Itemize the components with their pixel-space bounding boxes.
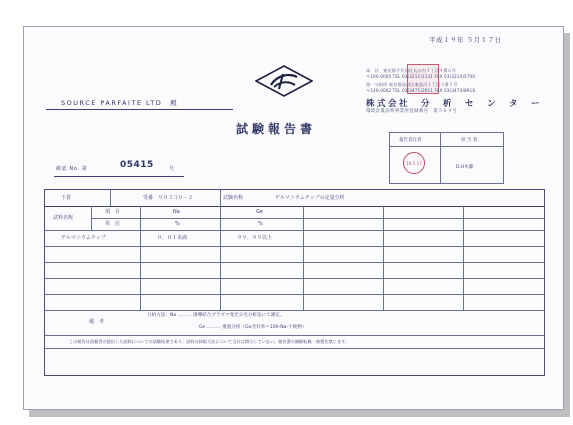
client-underline bbox=[46, 109, 233, 110]
sample-label: 下着 bbox=[61, 195, 72, 201]
registration-number: 環境計量証明事業所登録番号 第５６９号 bbox=[366, 109, 458, 114]
item-na: Na bbox=[173, 209, 180, 215]
company-name: 株式会社 分 析 セ ン タ ー bbox=[366, 99, 543, 109]
remarks-label: 備 考 bbox=[89, 319, 105, 325]
certificate-number: 05415 bbox=[120, 160, 154, 170]
certificate-underline bbox=[54, 176, 184, 177]
approver-label: 報告責任者 bbox=[399, 138, 422, 143]
unit-na: % bbox=[175, 221, 180, 227]
certificate-number-label: 確認 No. 第 bbox=[56, 166, 88, 172]
address-line: 〒100-0005 TEL 03(3211)1131 FAX 03(3214)5700 bbox=[366, 74, 476, 79]
address-line: 第一分析所 東京都品川区東品川１丁目３番５号 bbox=[366, 82, 458, 87]
footer-note: この報告は依頼者の提出した試料についての試験結果であり、試料の採取方法について当社は関与していない。報告書の無断転載・複製を禁じます。 bbox=[69, 339, 350, 344]
document-title: 試験報告書 bbox=[236, 122, 317, 136]
item-label: 項 目 bbox=[105, 209, 121, 215]
sample-row-name: ゲルマニウムチップ bbox=[61, 235, 106, 241]
certificate-sheet bbox=[23, 26, 564, 410]
item-ge: Ge bbox=[256, 209, 263, 215]
unit-ge: % bbox=[258, 221, 263, 227]
address-line: 本 社 東京都千代田区丸の内１丁目４番６号 bbox=[366, 68, 457, 73]
client-name: SOURCE PARFAITE LTD 殿 bbox=[61, 99, 179, 107]
test-name-label: 試験名称 bbox=[223, 195, 244, 201]
approval-stamp: 19.5.17 bbox=[403, 152, 425, 174]
sample-name-label: 試料名称 bbox=[53, 215, 74, 221]
approval-box bbox=[389, 132, 504, 184]
value-na: ０．０１未満 bbox=[157, 235, 188, 241]
method-note-ge: Ge ……… 重量分析（Ge含有率＝100-Na-不純物） bbox=[199, 325, 307, 330]
address-line: 〒140-0002 TEL 03(3471)2611 FAX 03(3474)8918 bbox=[366, 88, 476, 93]
unit-label: 単 位 bbox=[105, 221, 121, 227]
method-note-na: 分析方法：Na ……… 誘導結合プラズマ発光分光分析法にて測定。 bbox=[147, 313, 285, 318]
company-logo bbox=[255, 65, 313, 97]
sample-code: 受番 ９０３３０－２ bbox=[143, 195, 194, 201]
staff-label: 担 当 者 bbox=[461, 138, 478, 143]
issue-date: 平成１９年 ５月１７日 bbox=[429, 36, 502, 44]
results-table bbox=[44, 189, 545, 376]
value-ge: ９９．９９以上 bbox=[237, 235, 273, 241]
test-name: ゲルマニウムチップの定量分析 bbox=[275, 195, 345, 201]
certificate-number-unit: 号 bbox=[169, 166, 175, 172]
staff-signature: D.H木藤 bbox=[456, 165, 474, 170]
